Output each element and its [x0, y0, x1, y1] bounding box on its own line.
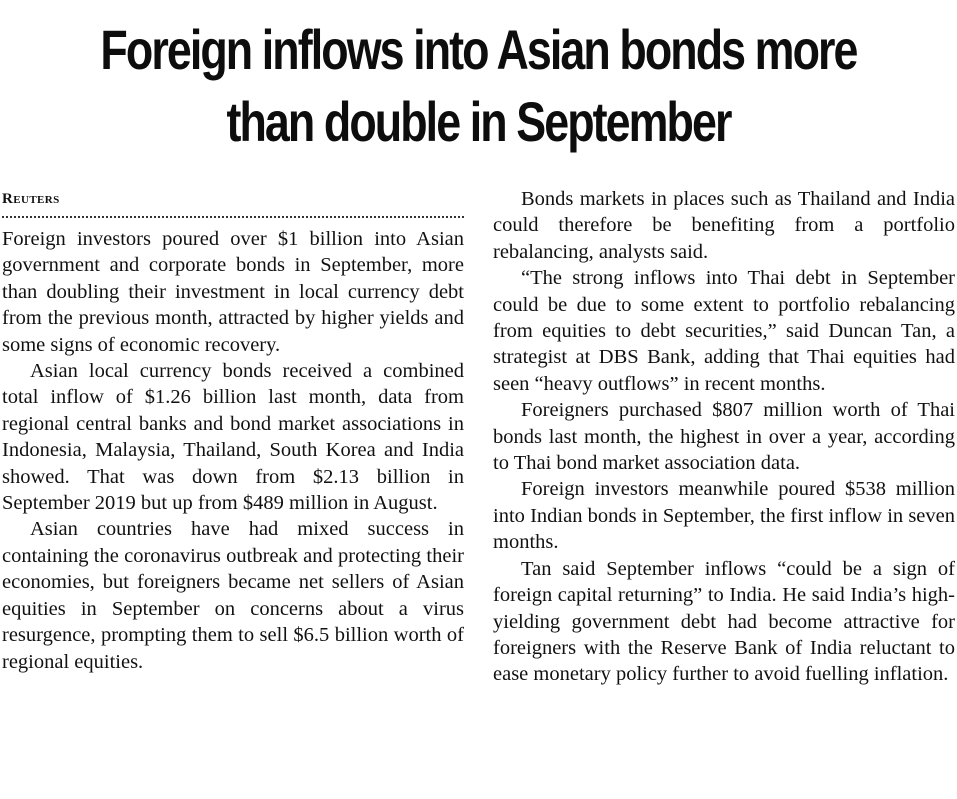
article-paragraph: “The strong inflows into Thai debt in September could be due to some extent to portfolio rebalancing from equities to debt securities,” said Duncan Tan, a strategist at DBS Bank, adding that Thai equities had seen “heavy outflows” in recent months.: [493, 267, 955, 395]
article-paragraph: Foreign investors poured over $1 billion into Asian government and corporate bonds in September, more than doubling their investment in local currency debt from the previous month, attracted by higher yields and some signs of economic recovery.: [2, 228, 464, 356]
article-paragraph: Asian local currency bonds received a combined total inflow of $1.26 billion last month, data from regional central banks and bond market associations in Indonesia, Malaysia, Thailand, South Korea and India showed. That was down from $2.13 billion in September 2019 but up from $489 million in August.: [2, 360, 464, 515]
headline: [96, 14, 862, 158]
article-paragraph: Bonds markets in places such as Thailand and India could therefore be benefiting from a portfolio rebalancing, analysts said.: [493, 188, 955, 263]
byline-divider: [2, 216, 464, 218]
article-paragraph: Asian countries have had mixed success in containing the coronavirus outbreak and protecting their economies, but foreigners became net sellers of Asian equities in September on concerns about a virus resurgence, prompting them to sell $6.5 billion worth of regional equities.: [2, 518, 464, 673]
article-column-right: [493, 186, 955, 688]
headline-line-1: Foreign inflows into Asian bonds more: [100, 18, 857, 81]
headline-line-2: than double in September: [226, 90, 731, 153]
article-paragraph: Tan said September inflows “could be a sign of foreign capital returning” to India. He said India’s high-yielding government debt had become attractive for foreigners with the Reserve Bank of India reluctant to ease monetary policy further to avoid fuelling inflation.: [493, 557, 955, 686]
byline: Reuters: [2, 191, 60, 207]
article-paragraph: Foreign investors meanwhile poured $538 million into Indian bonds in September, the first inflow in seven months.: [493, 478, 955, 554]
article-paragraph: Foreigners purchased $807 million worth of Thai bonds last month, the highest in over a year, according to Thai bond market association data.: [493, 399, 955, 475]
article-column-left: [2, 186, 464, 675]
